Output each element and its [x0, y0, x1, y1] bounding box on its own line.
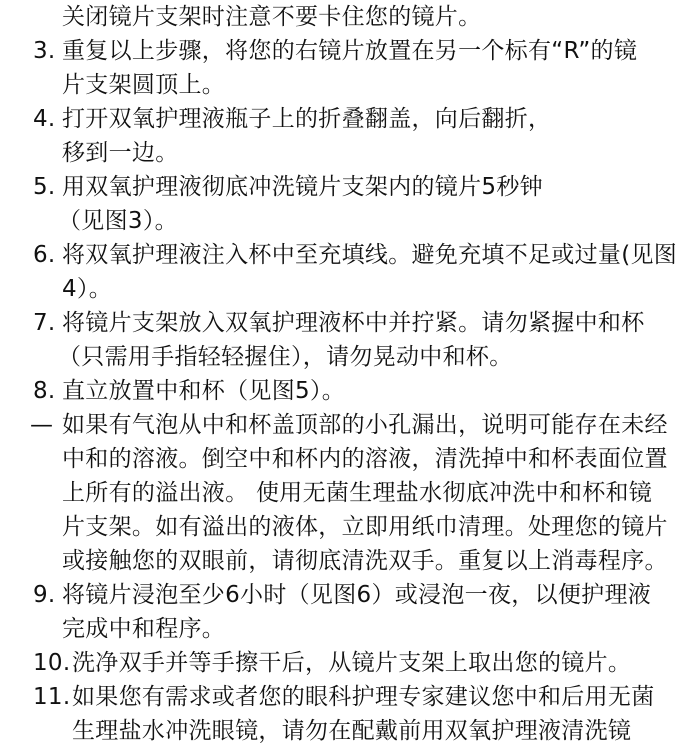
step-text-line: 生理盐水冲洗眼镜，请勿在配戴前用双氧护理液清洗镜: [72, 718, 632, 744]
step-number: 3.: [33, 38, 56, 64]
step-text-line: 移到一边。: [62, 140, 179, 166]
step-number: 6.: [33, 242, 56, 268]
step-number: 4.: [33, 106, 56, 132]
step-number: 9.: [33, 582, 56, 608]
step-text-line: 关闭镜片支架时注意不要卡住您的镜片。: [62, 4, 482, 30]
step-text-line: 4）。: [62, 276, 113, 302]
step-text-line: 洗净双手并等手擦干后，从镜片支架上取出您的镜片。: [72, 650, 632, 676]
step-text-line: 将镜片浸泡至少6小时（见图6）或浸泡一夜，以便护理液: [62, 582, 652, 608]
step-text-line: （见图3）。: [58, 208, 178, 234]
step-text-line: 如果有气泡从中和杯盖顶部的小孔漏出，说明可能存在未经: [62, 412, 668, 438]
step-text-line: 或接触您的双眼前，请彻底清洗双手。重复以上消毒程序。: [62, 548, 668, 574]
step-number: 10.: [33, 650, 71, 676]
step-text-line: 直立放置中和杯（见图5）。: [62, 378, 346, 404]
step-text-line: 片支架。如有溢出的液体，立即用纸巾清理。处理您的镜片: [62, 514, 668, 540]
step-text-line: 用双氧护理液彻底冲洗镜片支架内的镜片5秒钟: [62, 174, 543, 200]
step-text-line: 上所有的溢出液。 使用无菌生理盐水彻底冲洗中和杯和镜: [62, 480, 653, 506]
step-text-line: 重复以上步骤，将您的右镜片放置在另一个标有“R”的镜: [62, 38, 638, 64]
step-text-line: 完成中和程序。: [62, 616, 226, 642]
step-number: 8.: [33, 378, 56, 404]
step-text-line: 中和的溶液。倒空中和杯内的溶液，清洗掉中和杯表面位置: [62, 446, 668, 472]
step-text-line: 如果您有需求或者您的眼科护理专家建议您中和后用无菌: [72, 684, 655, 710]
step-number: 5.: [33, 174, 56, 200]
step-text-line: 将双氧护理液注入杯中至充填线。避免充填不足或过量(见图: [62, 242, 678, 268]
step-text-line: 片支架圆顶上。: [62, 72, 226, 98]
step-number: 11.: [33, 684, 71, 710]
step-number: 7.: [33, 310, 56, 336]
step-text-line: （只需用手指轻轻握住），请勿晃动中和杯。: [58, 344, 513, 370]
dash-marker: —: [30, 412, 54, 438]
step-text-line: 将镜片支架放入双氧护理液杯中并拧紧。请勿紧握中和杯: [62, 310, 645, 336]
step-text-line: 打开双氧护理液瓶子上的折叠翻盖，向后翻折，: [62, 106, 552, 132]
